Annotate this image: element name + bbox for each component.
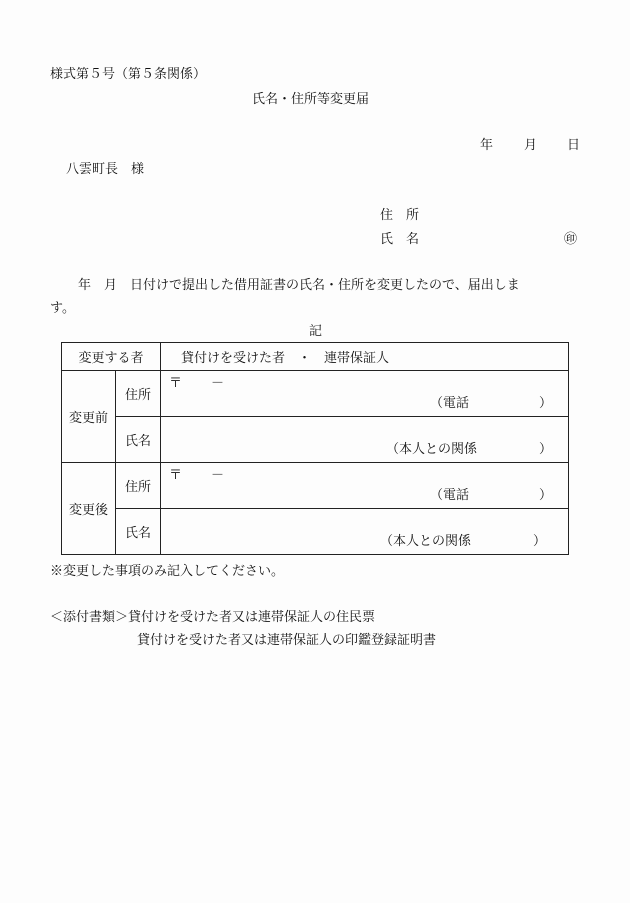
address-label-after: 住所 — [116, 463, 161, 509]
applicant-name-label: 氏 名 — [380, 232, 420, 247]
date-year-label: 年 — [480, 138, 494, 153]
name-field-after[interactable] — [161, 509, 569, 555]
date-day-label: 日 — [567, 138, 581, 153]
table-row — [62, 417, 569, 463]
table-row — [62, 463, 569, 509]
relation-open: （本人との関係 — [379, 534, 471, 549]
table-header-row — [62, 343, 569, 371]
table-row — [62, 509, 569, 555]
phone-open: （電話 — [429, 488, 469, 503]
changer-options: 貸付けを受けた者 ・ 連帯保証人 — [161, 343, 569, 371]
postal-mark: 〒 — [169, 468, 183, 483]
attachment-item: 貸付けを受けた者又は連帯保証人の印鑑登録証明書 — [137, 633, 437, 648]
address-label-before: 住所 — [116, 371, 161, 417]
change-form-table — [61, 342, 569, 555]
phone-close: ） — [538, 396, 552, 411]
form-number: 様式第５号（第５条関係） — [50, 67, 207, 82]
table-row — [62, 371, 569, 417]
changer-label: 変更する者 — [62, 343, 161, 371]
address-field-after[interactable] — [161, 463, 569, 509]
attachments-heading: ＜添付書類＞ — [50, 610, 129, 625]
relation-field — [386, 443, 552, 456]
postal-dash: － — [211, 376, 225, 391]
phone-open: （電話 — [429, 396, 469, 411]
name-label-after: 氏名 — [116, 509, 161, 555]
attachments-label — [50, 611, 375, 624]
note-text: ※変更した事項のみ記入してください。 — [50, 564, 285, 579]
relation-field — [380, 535, 546, 548]
seal-mark: ㊞ — [564, 232, 578, 247]
postal-mark: 〒 — [169, 376, 183, 391]
phone-field — [430, 397, 552, 410]
relation-close: ） — [538, 442, 552, 457]
ki-heading: 記 — [309, 324, 323, 339]
applicant-address-label: 住 所 — [380, 208, 420, 223]
form-title: 氏名・住所等変更届 — [252, 92, 370, 107]
postal-dash: － — [211, 468, 225, 483]
attachment-item: 貸付けを受けた者又は連帯保証人の住民票 — [128, 610, 376, 625]
section-label-before: 変更前 — [62, 371, 116, 463]
phone-close: ） — [538, 488, 552, 503]
section-label-after: 変更後 — [62, 463, 116, 555]
relation-close: ） — [532, 534, 546, 549]
body-text-line2: す。 — [50, 301, 75, 316]
address-field-before[interactable] — [161, 371, 569, 417]
addressee: 八雲町長 様 — [66, 162, 145, 177]
body-text-line1: 年 月 日付けで提出した借用証書の氏名・住所を変更したので、届出しま — [78, 278, 520, 293]
date-month-label: 月 — [524, 138, 538, 153]
relation-open: （本人との関係 — [385, 442, 477, 457]
phone-field — [430, 489, 552, 502]
name-label-before: 氏名 — [116, 417, 161, 463]
name-field-before[interactable] — [161, 417, 569, 463]
